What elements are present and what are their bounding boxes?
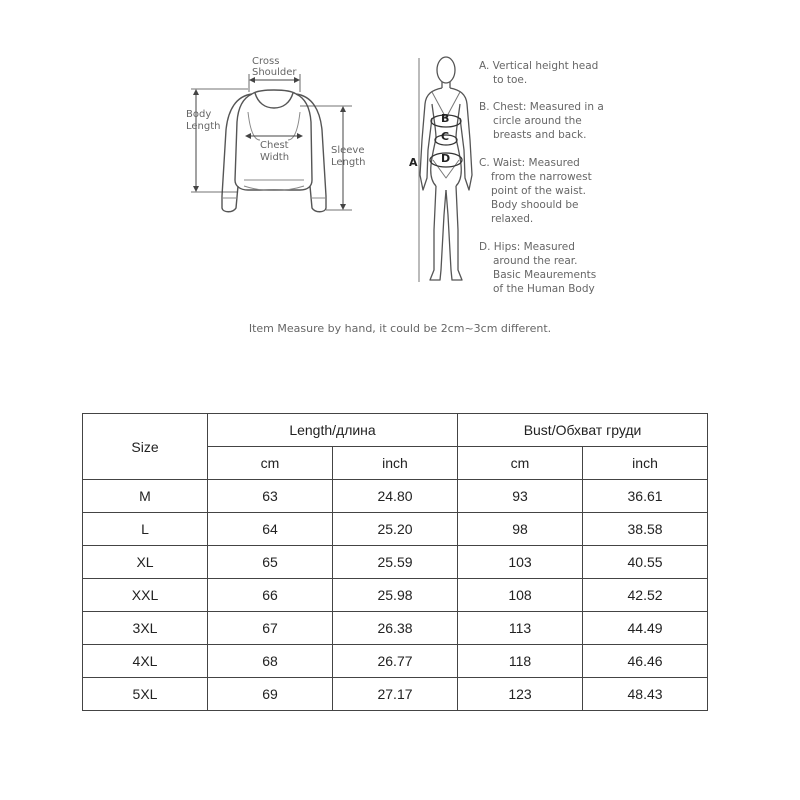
human-figure-icon: [420, 57, 472, 280]
note-c-line4: Body shoould be: [491, 199, 579, 211]
bust-inch-cell: 42.52: [583, 579, 708, 612]
letter-a: A: [409, 156, 418, 169]
size-cell: M: [83, 480, 208, 513]
sleeve-length-label-line1: Sleeve: [331, 145, 365, 156]
letter-c: C: [441, 130, 450, 143]
body-measurement-diagram: [400, 0, 800, 300]
note-b-line2: circle around the: [493, 115, 582, 127]
length-inch-cell: 27.17: [333, 678, 458, 711]
table-row: [83, 645, 708, 678]
body-length-label-line1: Body: [186, 109, 212, 120]
table-row: [83, 513, 708, 546]
note-d-line4: of the Human Body: [493, 283, 595, 295]
measurement-disclaimer: Item Measure by hand, it could be 2cm~3cm different.: [248, 322, 552, 335]
body-length-label-line2: Length: [186, 121, 221, 132]
bust-cm-cell: 118: [458, 645, 583, 678]
length-cm-cell: 68: [208, 645, 333, 678]
note-a-line2: to toe.: [493, 74, 528, 86]
garment-measurement-diagram: [0, 0, 400, 300]
bust-cm-cell: 123: [458, 678, 583, 711]
length-inch-cell: 26.77: [333, 645, 458, 678]
length-inch-cell: 25.59: [333, 546, 458, 579]
size-cell: 4XL: [83, 645, 208, 678]
note-c-line2: from the narrowest: [491, 171, 592, 183]
cross-shoulder-label-line1: Cross: [252, 56, 280, 67]
letter-d: D: [441, 152, 451, 165]
length-inch-cell: 26.38: [333, 612, 458, 645]
note-d-line3: Basic Meaurements: [493, 269, 597, 281]
bust-inch-cell: 46.46: [583, 645, 708, 678]
bust-cm-cell: 108: [458, 579, 583, 612]
bust-header: Bust/Обхват груди: [458, 414, 708, 447]
bust-inch-cell: 36.61: [583, 480, 708, 513]
bust-inch-cell: 48.43: [583, 678, 708, 711]
note-d-line1: D. Hips: Measured: [479, 241, 575, 253]
bust-inch-cell: 38.58: [583, 513, 708, 546]
bust-cm-cell: 98: [458, 513, 583, 546]
table-row: [83, 678, 708, 711]
bust-cm-cell: 93: [458, 480, 583, 513]
letter-b: B: [441, 112, 450, 125]
bust-inch-cell: 40.55: [583, 546, 708, 579]
bust-cm-cell: 103: [458, 546, 583, 579]
length-header: Length/длина: [208, 414, 458, 447]
length-cm-cell: 63: [208, 480, 333, 513]
bust-cm-cell: 113: [458, 612, 583, 645]
length-cm-cell: 67: [208, 612, 333, 645]
note-c-line3: point of the waist.: [491, 185, 587, 197]
note-c-line5: relaxed.: [491, 213, 534, 225]
length-cm-cell: 66: [208, 579, 333, 612]
note-d-line2: around the rear.: [493, 255, 578, 267]
measurement-notes: [479, 60, 604, 295]
note-b-line1: B. Chest: Measured in a: [479, 101, 604, 113]
length-inch-cell: 24.80: [333, 480, 458, 513]
length-cm-cell: 65: [208, 546, 333, 579]
length-inch-cell: 25.20: [333, 513, 458, 546]
table-row: [83, 579, 708, 612]
note-b-line3: breasts and back.: [493, 129, 587, 141]
chest-width-label-line2: Width: [260, 152, 290, 163]
size-cell: L: [83, 513, 208, 546]
table-row: [83, 480, 708, 513]
table-row: [83, 546, 708, 579]
sleeve-length-label-line2: Length: [331, 157, 366, 168]
note-c-line1: C. Waist: Measured: [479, 157, 580, 169]
size-chart-table: [82, 413, 708, 711]
size-cell: XXL: [83, 579, 208, 612]
note-a-line1: A. Vertical height head: [479, 60, 599, 72]
length-cm-cell: 64: [208, 513, 333, 546]
size-cell: 5XL: [83, 678, 208, 711]
length-inch-header: inch: [333, 447, 458, 480]
table-row: [83, 612, 708, 645]
bust-cm-header: cm: [458, 447, 583, 480]
bust-inch-cell: 44.49: [583, 612, 708, 645]
bust-inch-header: inch: [583, 447, 708, 480]
length-cm-cell: 69: [208, 678, 333, 711]
size-cell: XL: [83, 546, 208, 579]
size-header: Size: [83, 414, 208, 480]
length-inch-cell: 25.98: [333, 579, 458, 612]
cross-shoulder-label-line2: Shoulder: [252, 67, 297, 78]
size-cell: 3XL: [83, 612, 208, 645]
chest-width-label-line1: Chest: [260, 140, 289, 151]
length-cm-header: cm: [208, 447, 333, 480]
